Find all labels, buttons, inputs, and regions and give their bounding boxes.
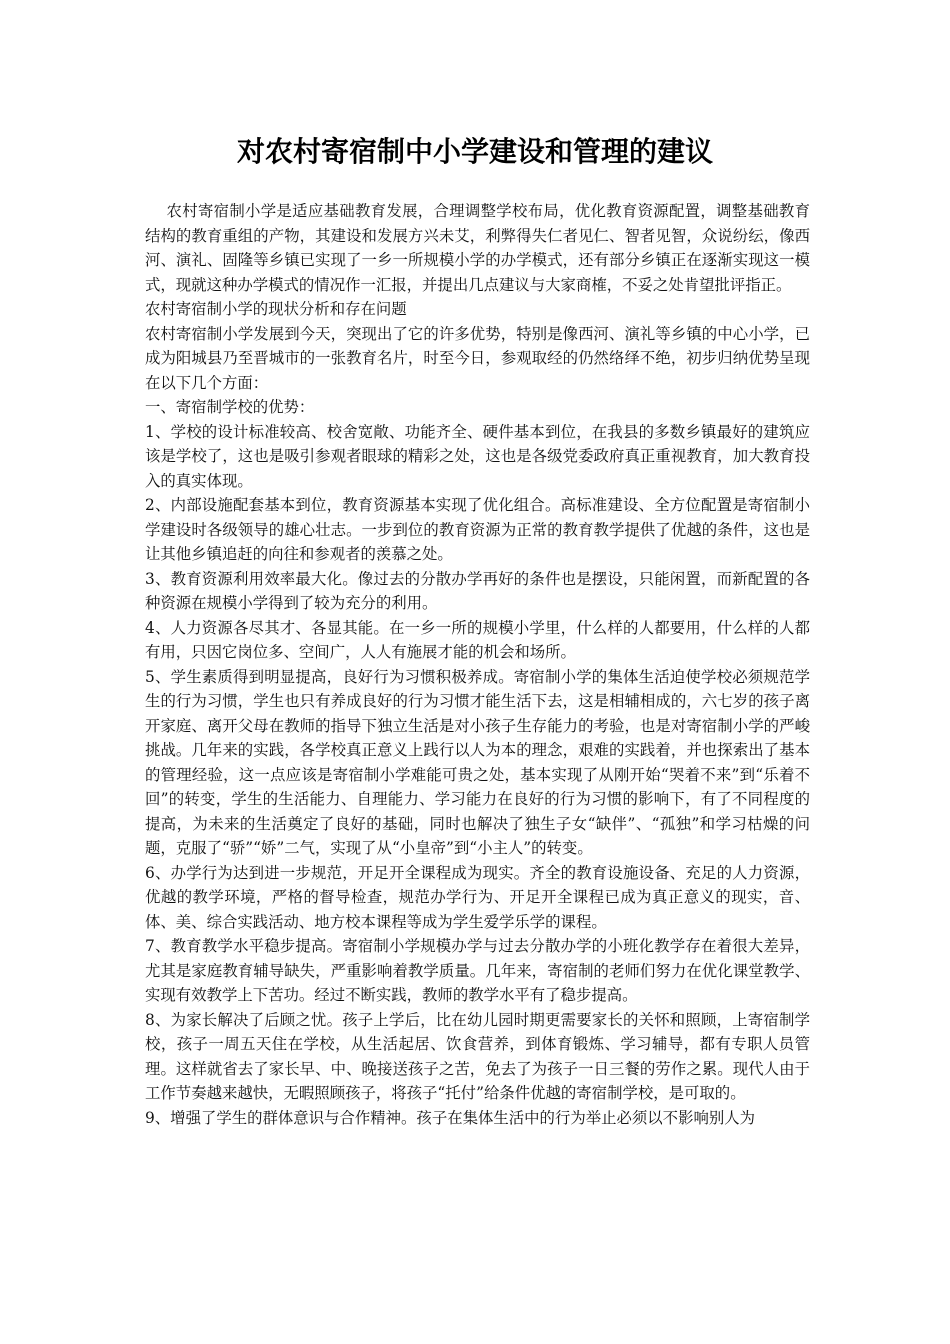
section-heading-advantages: 一、寄宿制学校的优势： [145,398,315,416]
list-item-4: 4、人力资源各尽其才、各显其能。在一乡一所的规模小学里，什么样的人都要用，什么样的人都有用，只因它岗位多、空间广，人人有施展才能的机会和场所。 [145,618,810,661]
list-item-9: 9、增强了学生的群体意识与合作精神。孩子在集体生活中的行为举止必须以不影响别人为 [145,1108,756,1127]
list-item-6: 6、办学行为达到进一步规范，开足开全课程成为现实。齐全的教育设施设备、充足的人力资源，优越的教学环境，严格的督导检查，规范办学行为、开足开全课程已成为真正意义的现实，音、体、美、综合实践活动、地方校本课程等成为学生爱学乐学的课程。 [145,863,810,931]
paragraph-overview: 农村寄宿制小学发展到今天，突现出了它的许多优势，特别是像西河、演礼等乡镇的中心小学，已成为阳城县乃至晋城市的一张教育名片，时至今日，参观取经的仍然络绎不绝，初步归纳优势呈现在以下几个方面： [145,324,810,392]
list-item-3: 3、教育资源利用效率最大化。像过去的分散办学再好的条件也是摆设，只能闲置，而新配置的各种资源在规模小学得到了较为充分的利用。 [145,569,810,612]
list-item-2: 2、内部设施配套基本到位，教育资源基本实现了优化组合。高标准建设、全方位配置是寄宿制小学建设时各级领导的雄心壮志。一步到位的教育资源为正常的教育教学提供了优越的条件，这也是让其他乡镇追赶的向往和参观者的羡慕之处。 [145,496,810,563]
list-item-5: 5、学生素质得到明显提高，良好行为习惯积极养成。寄宿制小学的集体生活迫使学校必须规范学生的行为习惯，学生也只有养成良好的行为习惯才能生活下去，这是相辅相成的，六七岁的孩子离开家庭、离开父母在教师的指导下独立生活是对小孩子生存能力的考验，也是对寄宿制小学的严峻挑战。几年来的实践，各学校真正意义上践行以人为本的理念，艰难的实践着，并也探索出了基本的管理经验，这一点应该是寄宿制小学难能可贵之处，基本实现了从刚开始“哭着不来”到“乐着不回”的转变，学生的生活能力、自理能力、学习能力在良好的行为习惯的影响下，有了不同程度的提高，为未来的生活奠定了良好的基础，同时也解决了独生子女“缺伴”、“孤独”和学习枯燥的问题，克服了“骄”“娇”二气，实现了从“小皇帝”到“小主人”的转变。 [145,667,810,857]
list-item-8: 8、为家长解决了后顾之忧。孩子上学后，比在幼儿园时期更需要家长的关怀和照顾，上寄宿制学校，孩子一周五天住在学校，从生活起居、饮食营养，到体育锻炼、学习辅导，都有专职人员管理。这样就省去了家长早、中、晚接送孩子之苦，免去了为孩子一日三餐的劳作之累。现代人由于工作节奏越来越快，无暇照顾孩子，将孩子“托付”给条件优越的寄宿制学校，是可取的。 [145,1010,810,1102]
document-title: 对农村寄宿制中小学建设和管理的建议 [236,135,713,168]
list-item-7: 7、教育教学水平稳步提高。寄宿制小学规模办学与过去分散办学的小班化教学存在着很大差异，尤其是家庭教育辅导缺失，严重影响着教学质量。几年来，寄宿制的老师们努力在优化课堂教学、实现有效教学上下苦功。经过不断实践，教师的教学水平有了稳步提高。 [145,937,810,1004]
paragraph-intro: 农村寄宿制小学是适应基础教育发展，合理调整学校布局，优化教育资源配置，调整基础教育结构的教育重组的产物，其建设和发展方兴未艾，利弊得失仁者见仁、智者见智，众说纷纭，像西河、演礼、固隆等乡镇已实现了一乡一所规模小学的办学模式，还有部分乡镇正在逐渐实现这一模式，现就这种办学模式的情况作一汇报，并提出几点建议与大家商榷，不妥之处肯望批评指正。 [145,202,810,294]
list-item-1: 1、学校的设计标准较高、校舍宽敞、功能齐全、硬件基本到位，在我县的多数乡镇最好的建筑应该是学校了，这也是吸引参观者眼球的精彩之处，这也是各级党委政府真正重视教育，加大教育投入的真实体现。 [145,422,810,490]
section-heading-status: 农村寄宿制小学的现状分析和存在问题 [145,300,407,318]
document-body [145,199,810,1130]
